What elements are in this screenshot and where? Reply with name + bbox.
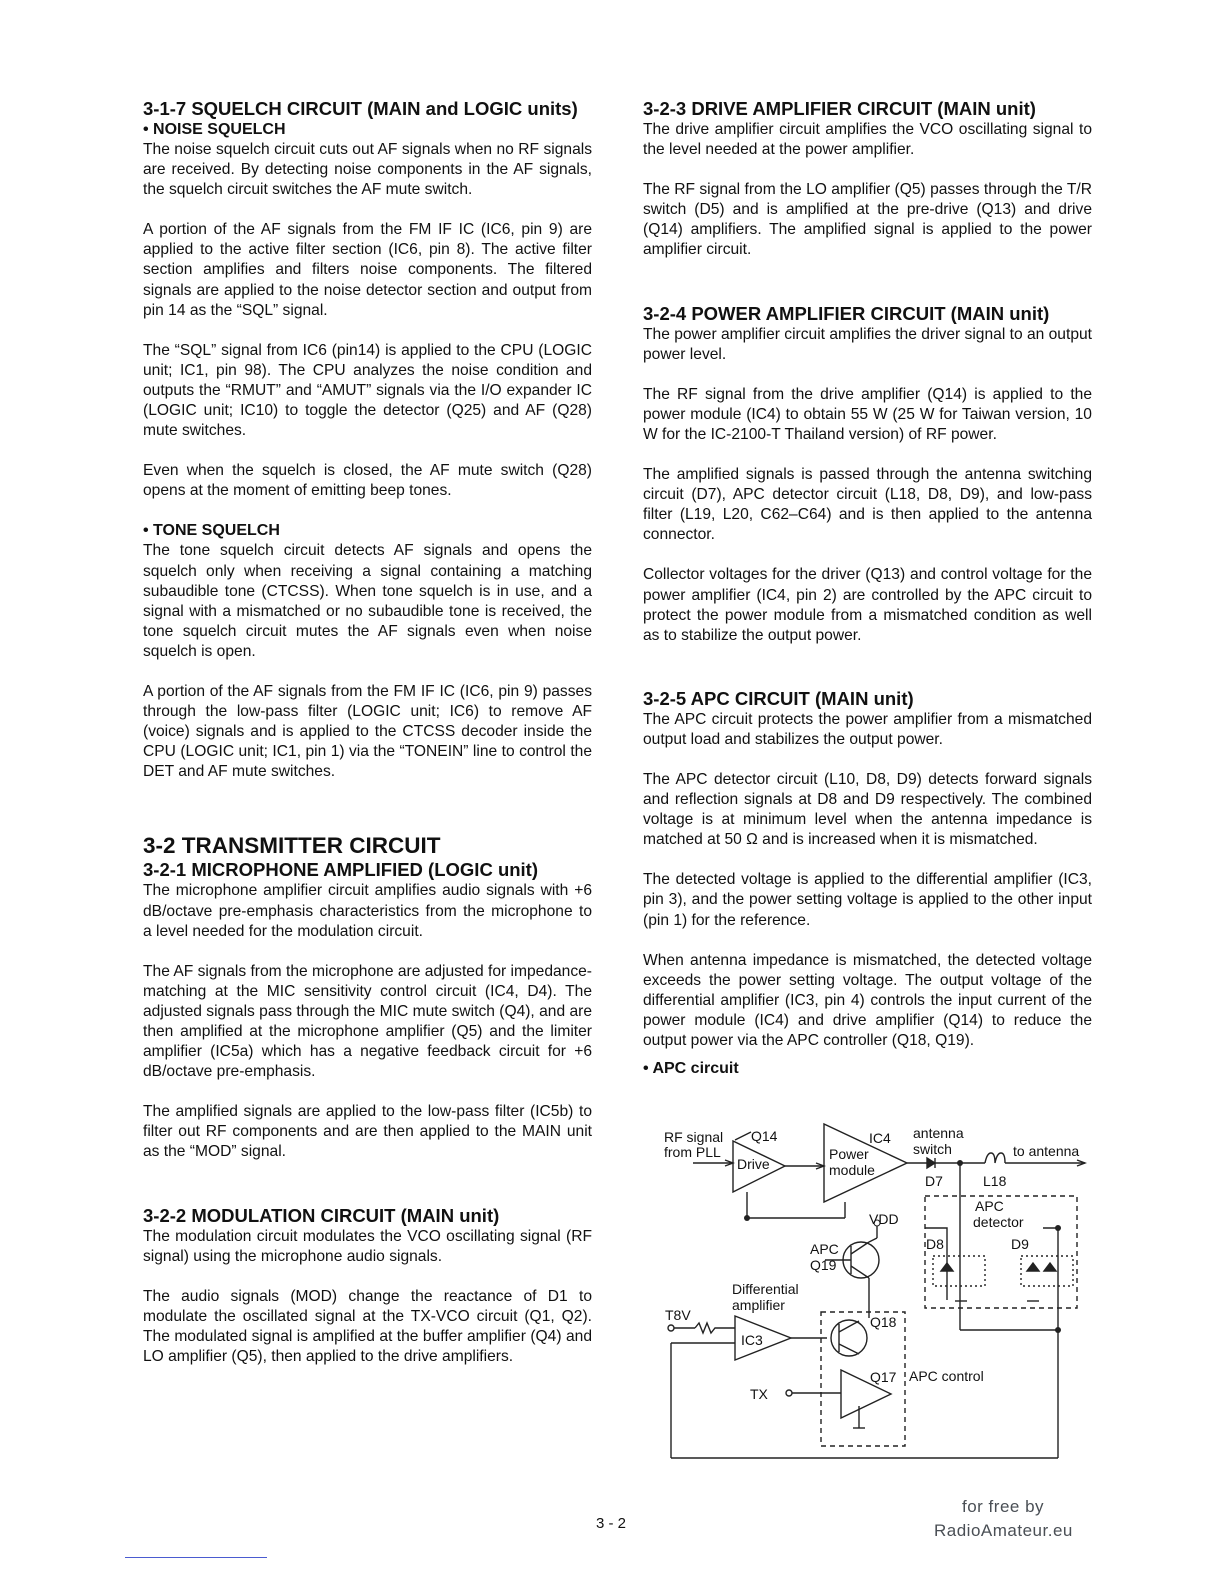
paragraph: The microphone amplifier circuit amplifies audio signals with +6 dB/octave pre-emphasis characteristics from the microphone to a level needed for the modulation circuit. [143,882,592,940]
label-apc-control: APC control [909,1368,984,1384]
l18-coil-symbol [985,1153,1005,1163]
label-l18: L18 [983,1173,1007,1189]
right-column [643,98,1092,1079]
paragraph: The RF signal from the drive amplifier (Q14) is applied to the power module (IC4) to obtain 55 W (25 W for Taiwan version, 10 W for the IC-2100-T Thailand version) of RF power. [643,385,1092,443]
label-differential: Differential [732,1281,799,1297]
label-q17: Q17 [870,1369,897,1385]
paragraph: The APC circuit protects the power amplifier from a mismatched output load and stabilizes the output power. [643,710,1092,748]
label-vdd: VDD [869,1211,899,1227]
label-power: Power [829,1146,869,1162]
paragraph: The tone squelch circuit detects AF signals and opens the squelch only when receiving a signal containing a matching subaudible tone (CTCSS). When tone squelch is in use, and a signal with a mismatched or no subaudible tone is received, the tone squelch circuit mutes the AF signals even when noise squelch is open. [143,542,592,660]
paragraph: The AF signals from the microphone are adjusted for impedance-matching at the MIC sensitivity control circuit (IC4, D4). The adjusted signals pass through the MIC mute switch (Q4), and are then amplified at the microphone amplifier (Q5) and the limiter amplifier (IC5a) which has a negative feedback circuit for +6 dB/octave pre-emphasis. [143,962,592,1081]
paragraph: The audio signals (MOD) change the reactance of D1 to modulate the oscillated signal at the TX-VCO circuit (Q1, Q2). The modulated signal is amplified at the buffer amplifier (Q4) and LO amplifier (Q5), then applied to the drive amplifiers. [143,1287,592,1366]
paragraph: The amplified signals is passed through the antenna switching circuit (D7), APC detector circuit (L18, D8, D9), and low-pass filter (L19, L20, C62–C64) and is then applied to the antenna connector. [643,466,1092,544]
paragraph: The detected voltage is applied to the differential amplifier (IC3, pin 3), and the power setting voltage is applied to the other input (pin 1) for the reference. [643,871,1092,929]
page-number: 3 - 2 [596,1515,627,1532]
d7-diode-symbol [927,1158,935,1168]
paragraph: The RF signal from the LO amplifier (Q5) passes through the T/R switch (D5) and is amplified at the pre-drive (Q13) and drive (Q14) amplifiers. The amplified signal is applied to the power amplifier circuit. [643,181,1092,259]
label-q19: Q19 [810,1257,837,1273]
label-detector: detector [973,1214,1024,1230]
apc-circuit-subheading: • APC circuit [643,1060,739,1078]
label-tx: TX [750,1386,768,1402]
label-switch: switch [913,1141,952,1157]
noise-squelch-subheading: • NOISE SQUELCH [143,121,286,138]
paragraph: A portion of the AF signals from the FM IF IC (IC6, pin 9) passes through the low-pass filter (LOGIC unit; IC6) to remove AF (voice) signals and is applied to the CTCSS decoder inside the CPU (LOGIC unit; IC1, pin 1) via the “TONEIN” line to control the DET and AF mute switches. [143,682,592,781]
paragraph: The noise squelch circuit cuts out AF signals when no RF signals are received. By detecting noise components in the AF signals, the squelch circuit switches the AF mute switch. [143,141,592,199]
label-to-antenna: to antenna [1013,1143,1080,1159]
label-antenna: antenna [913,1125,964,1141]
paragraph: Even when the squelch is closed, the AF mute switch (Q28) opens at the moment of emitting beep tones. [143,462,592,500]
label-d8: D8 [926,1236,944,1252]
label-apc-q19: APC [810,1241,839,1257]
label-d7: D7 [925,1173,943,1189]
watermark-line-1: for free by [962,1497,1045,1516]
label-apc: APC [975,1198,1004,1214]
label-amplifier: amplifier [732,1297,785,1313]
paragraph: The modulation circuit modulates the VCO oscillating signal (RF signal) using the microphone audio signals. [143,1227,592,1265]
section-3-2-4-title: 3-2-4 POWER AMPLIFIER CIRCUIT (MAIN unit) [643,302,1050,324]
label-module: module [829,1162,875,1178]
label-q18: Q18 [870,1314,897,1330]
section-3-2-3-title: 3-2-3 DRIVE AMPLIFIER CIRCUIT (MAIN unit) [643,98,1036,119]
section-3-2-1-title: 3-2-1 MICROPHONE AMPLIFIED (LOGIC unit) [143,859,539,881]
section-3-2-2-title: 3-2-2 MODULATION CIRCUIT (MAIN unit) [143,1204,500,1226]
bottom-rule [125,1557,267,1558]
paragraph: A portion of the AF signals from the FM IF IC (IC6, pin 9) are applied to the active filter section (IC6, pin 8). The active filter section amplifies and filters noise components. The filtered signals are applied to the noise detector section and output from pin 14 as the “SQL” signal. [143,221,592,319]
label-ic4: IC4 [869,1130,891,1146]
apc-circuit-diagram [655,1118,1100,1468]
paragraph: The APC detector circuit (L10, D8, D9) detects forward signals and reflection signals at D8 and D9 respectively. The combined voltage is at minimum level when the antenna impedance is matched at 50 Ω and is increased when it is mismatched. [643,770,1092,849]
paragraph: Collector voltages for the driver (Q13) and control voltage for the power amplifier (IC4, pin 2) are controlled by the APC circuit to protect the power module from a mismatched condition as well as to stabilize the output power. [643,566,1092,644]
paragraph: When antenna impedance is mismatched, the detected voltage exceeds the power setting voltage. The output voltage of the differential amplifier (IC3, pin 4) controls the input current of the power module (IC4) and drive amplifier (Q14) to reduce the output power via the APC controller (Q18, Q19). [643,951,1092,1049]
q18-transistor-symbol [831,1320,867,1356]
label-rf-signal: RF signal [664,1129,724,1145]
label-d9: D9 [1011,1236,1029,1252]
paragraph: The drive amplifier circuit amplifies the VCO oscillating signal to the level needed at the power amplifier. [643,121,1092,159]
paragraph: The power amplifier circuit amplifies the driver signal to an output power level. [643,325,1092,363]
label-drive: Drive [737,1156,770,1172]
paragraph: The amplified signals are applied to the low-pass filter (IC5b) to filter out RF components and are then applied to the MAIN unit as the “MOD” signal. [143,1103,592,1161]
label-q14: Q14 [751,1128,778,1144]
label-t8v: T8V [665,1307,691,1323]
watermark-line-2: RadioAmateur.eu [934,1521,1073,1540]
left-column [143,98,592,1367]
label-ic3: IC3 [741,1332,763,1348]
tone-squelch-subheading: • TONE SQUELCH [143,522,280,540]
label-from-pll: from PLL [664,1144,721,1160]
paragraph: The “SQL” signal from IC6 (pin14) is applied to the CPU (LOGIC unit; IC1, pin 98). The CPU analyzes the noise condition and outputs the “RMUT” and “AMUT” signals via the I/O expander IC (LOGIC unit; IC10) to toggle the detector (Q25) and AF (Q28) mute switches. [143,341,592,440]
section-3-2-title: 3-2 TRANSMITTER CIRCUIT [143,833,441,859]
section-3-2-5-title: 3-2-5 APC CIRCUIT (MAIN unit) [643,687,914,709]
t8v-resistor-symbol [695,1323,735,1333]
section-3-1-7-title: 3-1-7 SQUELCH CIRCUIT (MAIN and LOGIC units) [143,98,578,119]
